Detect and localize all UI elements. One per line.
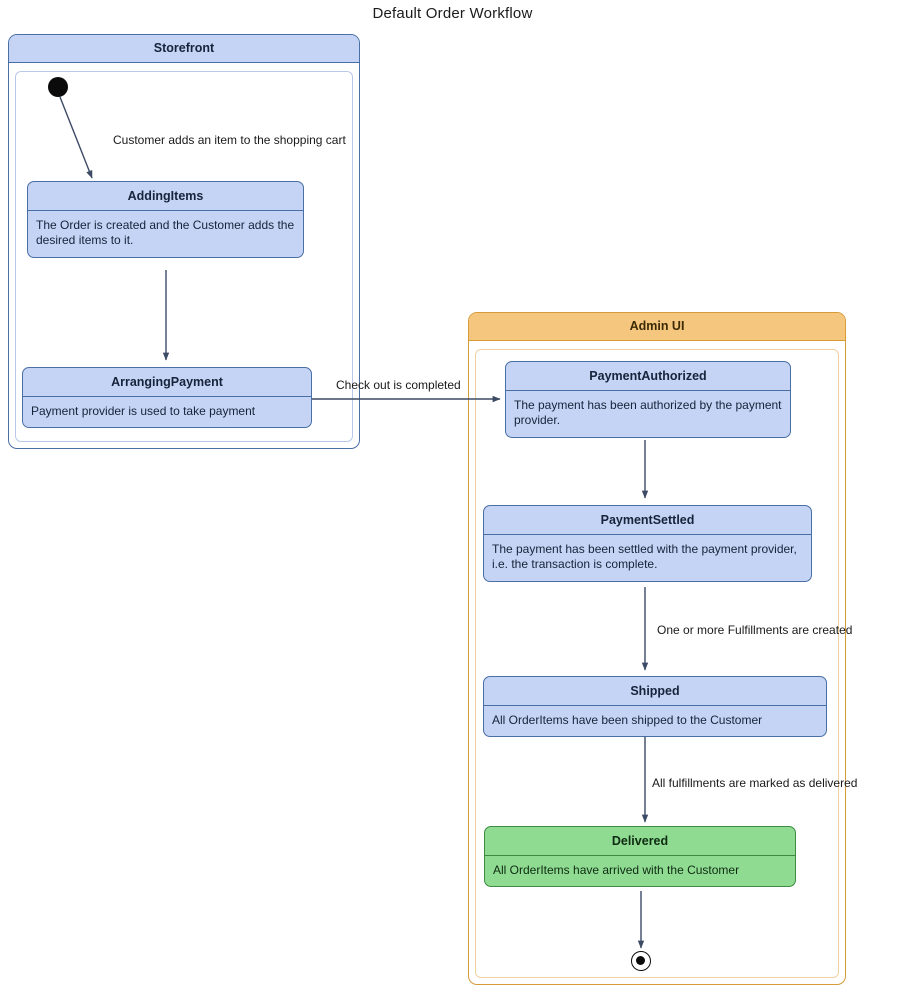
- edge-label-payment-settled-to-shipped: One or more Fulfillments are created: [657, 623, 853, 637]
- edge-label-arranging-payment-to-payment-authorized: Check out is completed: [336, 378, 461, 392]
- state-payment-authorized-description: The payment has been authorized by the payment provider.: [514, 398, 782, 428]
- state-payment-settled-title: PaymentSettled: [484, 506, 811, 535]
- state-shipped-description: All OrderItems have been shipped to the Customer: [492, 713, 763, 727]
- state-arranging-payment[interactable]: [22, 367, 312, 428]
- state-payment-settled[interactable]: [483, 505, 812, 582]
- group-admin-ui-label: Admin UI: [469, 313, 845, 341]
- state-arranging-payment-description: Payment provider is used to take payment: [31, 404, 256, 418]
- initial-state-node: [48, 77, 68, 97]
- edge-label-start-to-adding-items: Customer adds an item to the shopping cart: [113, 133, 346, 147]
- edge-label-shipped-to-delivered: All fulfillments are marked as delivered: [652, 776, 858, 790]
- state-adding-items[interactable]: [27, 181, 304, 258]
- state-delivered[interactable]: [484, 826, 796, 887]
- group-storefront-label: Storefront: [9, 35, 359, 63]
- state-shipped-title: Shipped: [484, 677, 826, 706]
- state-payment-settled-description: The payment has been settled with the payment provider, i.e. the transaction is complete.: [492, 542, 797, 572]
- state-payment-authorized-title: PaymentAuthorized: [506, 362, 790, 391]
- state-adding-items-title: AddingItems: [28, 182, 303, 211]
- state-payment-authorized[interactable]: [505, 361, 791, 438]
- state-delivered-description: All OrderItems have arrived with the Customer: [493, 863, 740, 877]
- state-arranging-payment-title: ArrangingPayment: [23, 368, 311, 397]
- state-delivered-title: Delivered: [485, 827, 795, 856]
- final-state-node: [631, 951, 651, 971]
- state-adding-items-description: The Order is created and the Customer adds the desired items to it.: [36, 218, 295, 248]
- page-title: Default Order Workflow: [372, 5, 533, 22]
- state-shipped[interactable]: [483, 676, 827, 737]
